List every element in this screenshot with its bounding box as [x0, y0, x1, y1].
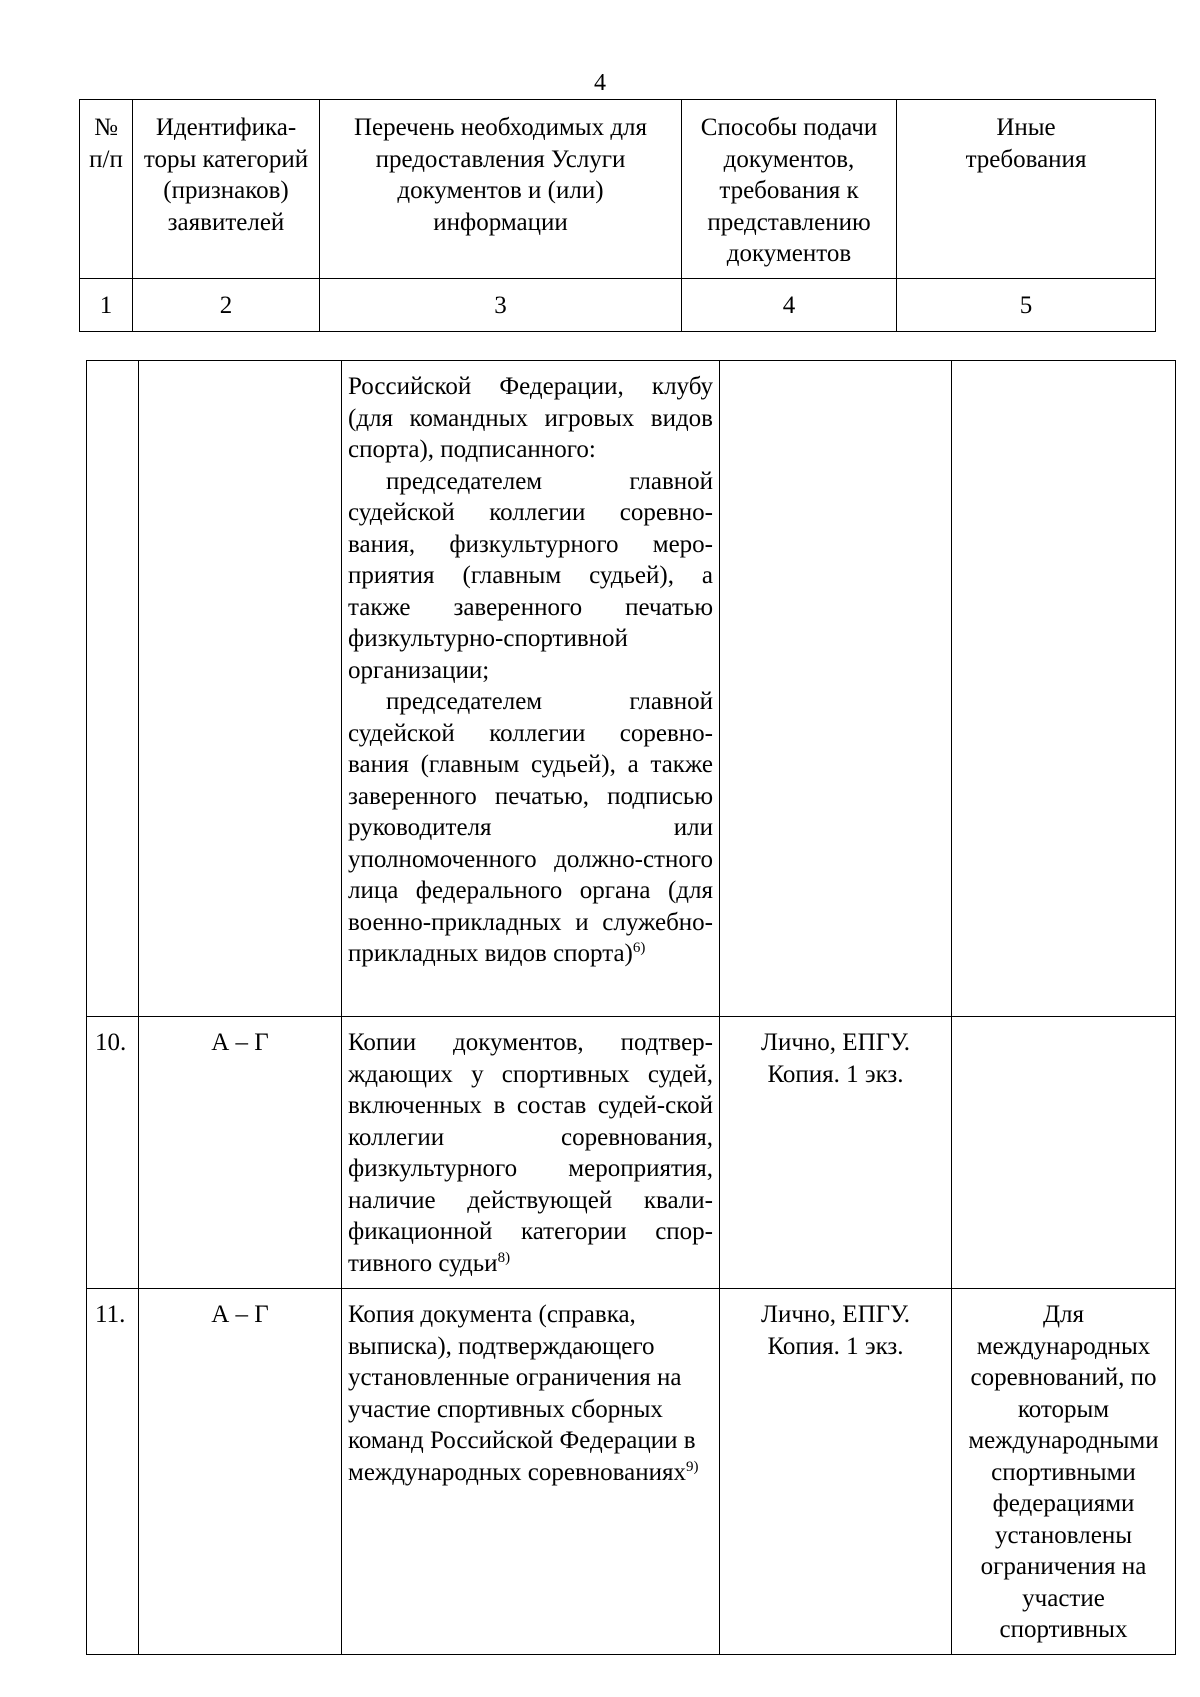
column-number: 4	[682, 279, 897, 332]
doc-text: Копии документов, подтвер-ждающих у спортивных судей, включенных в состав судей-ской коллегии соревнования, физкультурного мероприятия, наличие действующей квали-фикационной категории спор-тивного судьи	[348, 1029, 713, 1277]
cell-number	[87, 361, 139, 1017]
cell-category	[139, 361, 342, 1017]
page-number: 4	[594, 70, 606, 96]
table-row	[87, 1289, 1176, 1655]
column-number: 3	[320, 279, 682, 332]
footnote-ref: 6)	[632, 940, 646, 956]
method-line: Лично, ЕПГУ.	[761, 1301, 910, 1328]
header-col-documents: Перечень необходимых для предоставления Услуги документов и (или) информации	[320, 100, 682, 279]
cell-other	[952, 361, 1176, 1017]
header-col-other: Иные требования	[897, 100, 1156, 279]
cell-documents	[342, 1289, 720, 1655]
header-col-methods: Способы подачи документов, требования к представлению документов	[682, 100, 897, 279]
column-number: 2	[133, 279, 320, 332]
cell-category: А – Г	[139, 1289, 342, 1655]
table-header	[79, 99, 1156, 332]
table-row	[87, 1017, 1176, 1289]
header-col-number: № п/п	[80, 100, 133, 279]
column-number: 1	[80, 279, 133, 332]
cell-documents	[342, 1017, 720, 1289]
method-line: Копия. 1 экз.	[767, 1060, 904, 1088]
cell-other: Для международных соревнований, по которым международными спортивными федерациями установлены ограничения на участие спортивных	[952, 1289, 1176, 1655]
header-row	[80, 100, 1156, 279]
cell-category: А – Г	[139, 1017, 342, 1289]
cell-method	[720, 361, 952, 1017]
table-body	[86, 360, 1176, 1655]
doc-paragraph: Российской Федерации, клубу (для командных игровых видов спорта), подписанного:	[348, 373, 713, 463]
doc-text: председателем главной судейской коллегии соревно-вания (главным судьей), а также заверенного печатью, подписью руководителя или уполномоченного должно-стного лица федерального органа (для военно-прикладных и служебно-прикладных видов спорта)	[348, 688, 713, 967]
doc-text: Копия документа (справка, выписка), подтверждающего установленные ограничения на участие спортивных сборных команд Российской Федерации в международных соревнованиях	[348, 1301, 696, 1486]
footnote-ref: 8)	[497, 1249, 511, 1266]
cell-number: 11.	[87, 1289, 139, 1655]
doc-paragraph: председателем главной судейской коллегии соревно-вания, физкультурного меро-приятия (главным судьей), а также заверенного печатью физкультурно-спортивной организации;	[348, 467, 713, 684]
cell-other	[952, 1017, 1176, 1289]
table-row-continuation	[87, 361, 1176, 1017]
cell-documents	[342, 361, 720, 1017]
cell-method	[720, 1289, 952, 1655]
header-number-row	[80, 279, 1156, 332]
method-line: Лично, ЕПГУ.	[761, 1029, 910, 1056]
header-col-category: Идентифика-торы категорий (признаков) заявителей	[133, 100, 320, 279]
cell-number: 10.	[87, 1017, 139, 1289]
method-line: Копия. 1 экз.	[767, 1332, 904, 1360]
column-number: 5	[897, 279, 1156, 332]
footnote-ref: 9)	[686, 1458, 699, 1475]
cell-method	[720, 1017, 952, 1289]
doc-paragraph	[348, 686, 713, 970]
